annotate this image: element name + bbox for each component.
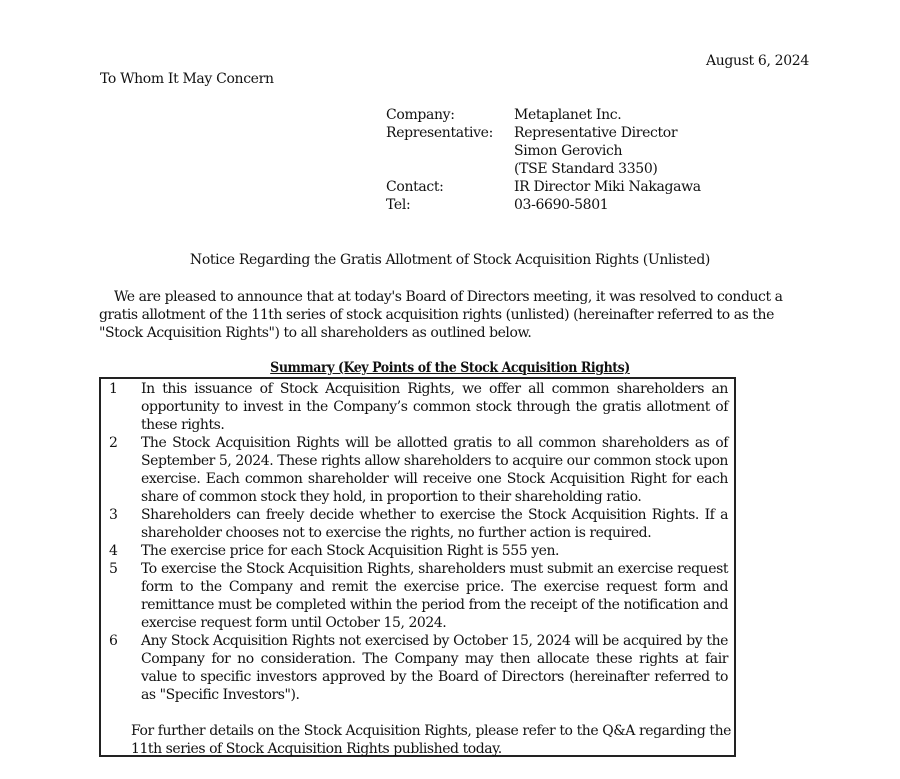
item-number: 2	[109, 435, 118, 451]
company-info-row	[386, 160, 701, 178]
info-label	[386, 142, 514, 160]
summary-heading: Summary (Key Points of the Stock Acquisition Rights)	[270, 360, 630, 376]
info-label: Tel:	[386, 197, 411, 213]
company-info-row	[386, 178, 701, 196]
item-text: Any Stock Acquisition Rights not exercised by October 15, 2024 will be acquired by the Company for no consideration. The Company may then allocate these rights at fair value to specific investors approved by the Board of Directors (hereinafter referred to as "Specific Investors").	[141, 633, 728, 703]
document-title: Notice Regarding the Gratis Allotment of Stock Acquisition Rights (Unlisted)	[189, 252, 711, 268]
item-number: 6	[109, 633, 118, 649]
company-info-row	[386, 196, 701, 214]
summary-item	[101, 632, 734, 704]
summary-item	[101, 380, 734, 434]
summary-list	[101, 380, 734, 704]
summary-item	[101, 560, 734, 632]
summary-item	[101, 506, 734, 542]
item-text: To exercise the Stock Acquisition Rights, shareholders must submit an exercise request form to the Company and remit the exercise price. The exercise request form and remittance must be completed within the period from the receipt of the notification and exercise request form until October 15, 2024.	[141, 561, 728, 631]
company-info-row	[386, 106, 701, 124]
info-value: IR Director Miki Nakagawa	[514, 179, 701, 195]
summary-item	[101, 434, 734, 506]
company-info-block	[386, 106, 701, 214]
info-value: 03-6690-5801	[514, 197, 609, 213]
summary-box	[99, 377, 736, 757]
addressee: To Whom It May Concern	[100, 71, 274, 87]
summary-item	[101, 542, 734, 560]
info-label: Representative:	[386, 125, 493, 141]
item-text: In this issuance of Stock Acquisition Rights, we offer all common shareholders an opportunity to invest in the Company’s common stock through the gratis allotment of these rights.	[141, 381, 728, 433]
document-date: August 6, 2024	[706, 53, 809, 69]
item-text: The Stock Acquisition Rights will be allotted gratis to all common shareholders as of September 5, 2024. These rights allow shareholders to acquire our common stock upon exercise. Each common shareholder will receive one Stock Acquisition Right for each share of common stock they hold, in proportion to their shareholding ratio.	[141, 435, 728, 505]
summary-footnote: For further details on the Stock Acquisition Rights, please refer to the Q&A regarding the 11th series of Stock Acquisition Rights published today.	[131, 723, 731, 757]
company-info-row	[386, 142, 701, 160]
info-label: Contact:	[386, 179, 444, 195]
info-label	[386, 160, 514, 178]
info-value: Metaplanet Inc.	[514, 107, 622, 123]
item-number: 1	[109, 381, 118, 397]
info-value: (TSE Standard 3350)	[514, 161, 658, 177]
info-label: Company:	[386, 107, 455, 123]
item-number: 5	[109, 561, 118, 577]
company-info-row	[386, 124, 701, 142]
item-text: The exercise price for each Stock Acquisition Right is 555 yen.	[141, 543, 560, 559]
info-value: Simon Gerovich	[514, 143, 623, 159]
item-text: Shareholders can freely decide whether to exercise the Stock Acquisition Rights. If a shareholder chooses not to exercise the rights, no further action is required.	[141, 507, 728, 541]
intro-text: We are pleased to announce that at today's Board of Directors meeting, it was resolved to conduct a gratis allotment of the 11th series of stock acquisition rights (unlisted) (hereinafter referred to as the "Stock Acquisition Rights") to all shareholders as outlined below.	[99, 289, 783, 341]
info-value: Representative Director	[514, 125, 678, 141]
item-number: 3	[109, 507, 118, 523]
intro-paragraph	[99, 288, 799, 342]
item-number: 4	[109, 543, 118, 559]
